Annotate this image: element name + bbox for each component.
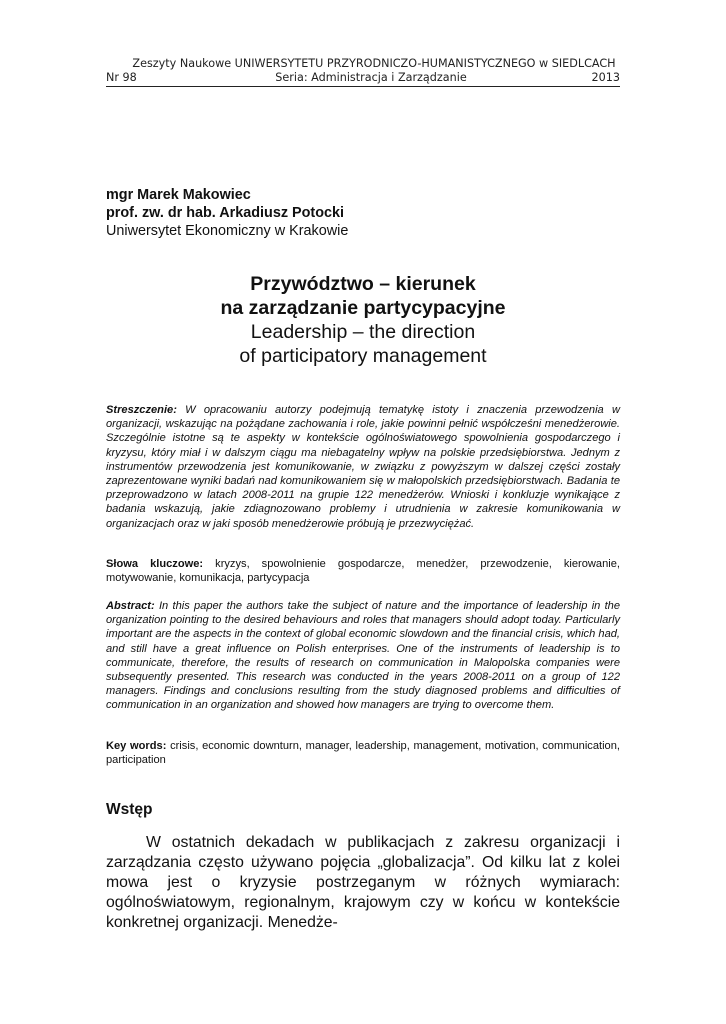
- key-words-text: crisis, economic downturn, manager, leadership, management, motivation, communication, participation: [106, 740, 620, 767]
- publication-year: 2013: [591, 71, 620, 84]
- author-2: prof. zw. dr hab. Arkadiusz Potocki: [106, 205, 345, 221]
- key-words-paragraph: [106, 739, 620, 767]
- series-name: Seria: Administracja i Zarządzanie: [275, 71, 467, 84]
- title-pl-line-2: na zarządzanie partycypacyjne: [220, 297, 506, 319]
- slowa-kluczowe-label: Słowa kluczowe:: [106, 558, 216, 570]
- abstract-text: In this paper the authors take the subject of nature and the importance of leadership in the organization pointing to the desired behaviours and roles that managers should adopt today. Particularly important are the aspects in the context of global economic slowdown and the financial crisis, which had, and still have a great influence on Polish enterprises. One of the instruments of leadership is to communicate, therefore, the results of research on communication in Malopolska companies were subsequently presented. This research was conducted in the years 2008-2011 on a group of 122 managers. Findings and conclusions resulting from the study diagnosed problems and difficulties of communication in an organization and showed how managers are trying to overcome them.: [106, 600, 621, 712]
- section-heading: Wstęp: [106, 801, 153, 818]
- title-block: [106, 272, 620, 368]
- streszczenie-label: Streszczenie:: [106, 404, 186, 416]
- streszczenie-paragraph: [106, 403, 620, 531]
- author-block: [106, 186, 348, 240]
- affiliation: Uniwersytet Ekonomiczny w Krakowie: [106, 223, 349, 239]
- abstract-paragraph: [106, 599, 620, 713]
- header-info-line: [106, 71, 620, 87]
- issue-number: Nr 98: [106, 71, 137, 84]
- body-paragraph: W ostatnich dekadach w publikacjach z zakresu organizacji i zarządzania często używano pojęcia „globalizacja”. Od kilku lat z kolei mowa jest o kryzysie postrzeganym w różnych wymiarach: ogólnoświatowym, regionalnym, krajowym czy w końcu w kontekście konkretnej organizacji. Menedże-: [106, 834, 620, 931]
- journal-name: Zeszyty Naukowe UNIWERSYTETU PRZYRODNICZO-HUMANISTYCZNEGO w SIEDLCACH: [132, 57, 616, 70]
- slowa-kluczowe-text: kryzys, spowolnienie gospodarcze, menedżer, przewodzenie, kierowanie, motywowanie, komunikacja, partycypacja: [106, 558, 620, 585]
- title-en-line-2: of participatory management: [239, 345, 487, 367]
- abstract-label: Abstract:: [106, 600, 159, 612]
- title-pl-line-1: Przywództwo – kierunek: [250, 273, 476, 295]
- title-en-line-1: Leadership – the direction: [250, 321, 476, 343]
- author-1: mgr Marek Makowiec: [106, 187, 251, 203]
- key-words-label: Key words:: [106, 740, 171, 752]
- streszczenie-text: W opracowaniu autorzy podejmują tematykę istoty i znaczenia przewodzenia w organizacji, wskazując na pożądane zachowania i role, jakie powinni pełnić współcześni menedżerowie. Szczególnie istotne są te aspekty w kontekście ogólnoświatowego spowolnienia gospodarczego i kryzysu, który miał i w dalszym ciągu ma niebagatelny wpływ na polskie przedsiębiorstwa. Jednym z instrumentów przewodzenia jest komunikowanie, w związku z powyższym w dalszej części zostały zaprezentowane wyniki badań nad komunikowaniem się w małopolskich przedsiębiorstwach. Badania te przeprowadzono w latach 2008-2011 na grupie 122 menedżerów. Wnioski i konkluzje wynikające z badania wskazują, jakie zdiagnozowano problemy i utrudnienia w zakresie komunikowania w organizacjach oraz w jaki sposób menedżerowie próbują je przezwyciężać.: [106, 404, 620, 530]
- slowa-kluczowe-paragraph: [106, 557, 620, 585]
- running-header: [106, 57, 620, 87]
